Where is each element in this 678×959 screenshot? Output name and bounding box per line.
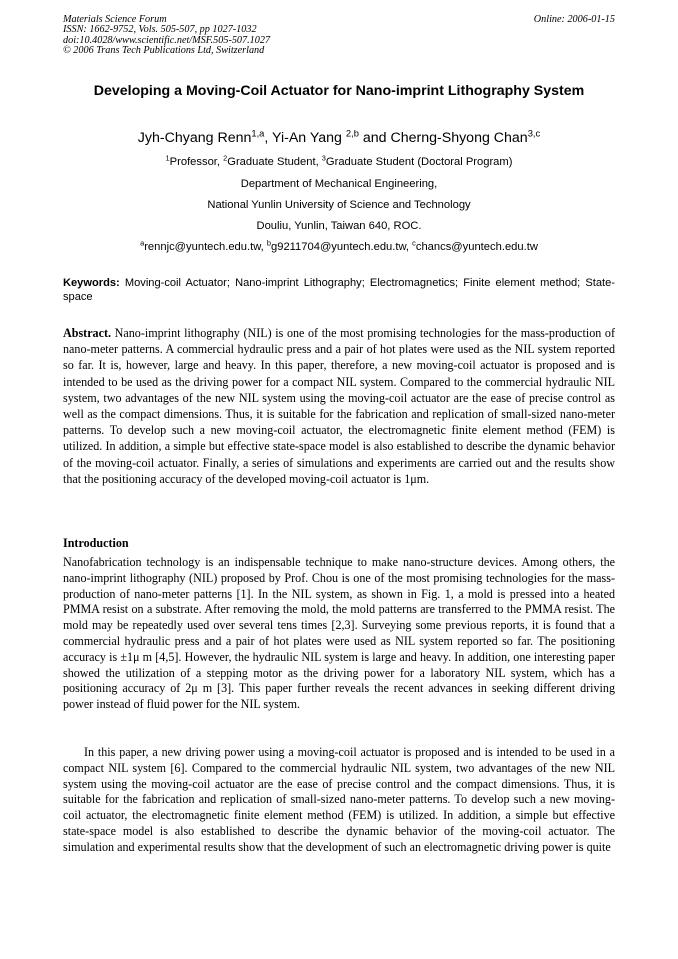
role-2-text: Graduate Student, bbox=[227, 156, 322, 168]
abstract-text: Nano-imprint lithography (NIL) is one of the most promising technologies for the mass-production of nano-meter patterns. A commercial hydraulic press and a pair of hot plates were used as the NIL system reported so far. It is, however, large and heavy. In this paper, therefore, a new moving-coil actuator is proposed and is intended to be used as the driving power for a compact NIL system. Compared to the commercial hydraulic NIL system, two advantages of the new NIL system using the moving-coil actuator are the ease of precise control as well as the compact dimensions. Thus, it is suitable for the fabrication and replication of small-sized nano-meter patterns. To develop such a new moving-coil actuator, the electromagnetic finite element method (FEM) is utilized. In addition, a simple but effective state-space model is also established to describe the dynamic behavior of the moving-coil actuator. Finally, a series of simulations and experiments are carried out and the results show that the positioning accuracy of the developed moving-coil actuator is 1μm. bbox=[63, 326, 615, 486]
paragraph-text: Nanofabrication technology is an indispensable technique to make nano-structure devices. Among others, the nano-imprint lithography (NIL) proposed by Prof. Chou is one of the most promising technologies for the mass-production of nano-meter patterns [1]. In the NIL system, as shown in Fig. 1, a mold is pressed into a heated PMMA resist on a substrate. After removing the mold, the mold patterns are transferred to the PMMA resist. The mold may be repeatedly used over several tens times [2,3]. Surveying some previous reports, it is found that a commercial hydraulic press and a pair of hot plates were used as NIL system reported so far. The positioning accuracy is ±1μ m [4,5]. However, the hydraulic NIL system is large and heavy. In addition, one interesting paper showed the utilization of a stepping motor as the driving power for a laboratory NIL system, which has a positioning accuracy of 2μ m [3]. This paper further reveals the recent advances in seeking different driving power instead of fluid power for the NIL system. bbox=[63, 555, 615, 712]
journal-doi: doi:10.4028/www.scientific.net/MSF.505-507.1027 bbox=[63, 34, 271, 46]
affiliation-university: National Yunlin University of Science and Technology bbox=[207, 199, 471, 211]
abstract-label: Abstract. bbox=[63, 326, 112, 340]
author-2-superscript: 2,b bbox=[345, 128, 359, 139]
email-b: g9211704@yuntech.edu.tw, bbox=[271, 241, 413, 253]
paper-title: Developing a Moving-Coil Actuator for Nano-imprint Lithography System bbox=[93, 83, 585, 99]
author-emails bbox=[63, 240, 615, 254]
keywords-text: Moving-coil Actuator; Nano-imprint Lithography; Electromagnetics; Finite element method; State-space bbox=[63, 277, 615, 303]
journal-header bbox=[63, 15, 270, 56]
role-2-superscript: 2 bbox=[223, 153, 228, 163]
role-1-superscript: 1 bbox=[165, 153, 170, 163]
journal-issn: ISSN: 1662-9752, Vols. 505-507, pp 1027-1032 bbox=[63, 24, 257, 36]
paragraph-2-body bbox=[63, 745, 615, 856]
role-1-text: Professor, bbox=[169, 156, 224, 168]
abstract-block bbox=[63, 325, 615, 487]
author-separator: and bbox=[358, 130, 391, 146]
email-a-superscript: a bbox=[140, 238, 145, 248]
author-1-name: Jyh-Chyang Renn bbox=[137, 130, 252, 146]
email-a: rennjc@yuntech.edu.tw, bbox=[144, 241, 267, 253]
email-b-superscript: b bbox=[266, 238, 271, 248]
paragraph-text: In this paper, a new driving power using a moving-coil actuator is proposed and is intended to be used in a compact NIL system [6]. Compared to the commercial hydraulic NIL system, two advantages of the new NIL system using the moving-coil actuator are the ease of precise control and the compact dimensions. Thus, it is suitable for the fabrication and replication of small-sized nano-meter patterns. To develop such a new moving-coil actuator, the electromagnetic finite element method (FEM) is utilized. In addition, a simple but effective state-space model is also established to describe the dynamic behavior of the moving-coil actuator. The simulation and experimental results show that the development of such an electromagnetic driving power is quite bbox=[63, 745, 615, 854]
author-separator: , bbox=[264, 130, 273, 146]
affiliation-department: Department of Mechanical Engineering, bbox=[240, 178, 438, 190]
introduction-paragraph-2 bbox=[63, 745, 615, 856]
introduction-heading: Introduction bbox=[63, 536, 129, 550]
email-c-superscript: c bbox=[412, 238, 416, 248]
affiliation-address: Douliu, Yunlin, Taiwan 640, ROC. bbox=[256, 220, 422, 232]
author-roles bbox=[63, 155, 615, 169]
journal-name: Materials Science Forum bbox=[63, 14, 167, 25]
author-3-superscript: 3,c bbox=[527, 128, 541, 139]
keywords-block bbox=[63, 276, 615, 304]
role-3-superscript: 3 bbox=[321, 153, 326, 163]
online-date: Online: 2006-01-15 bbox=[533, 14, 615, 25]
email-c: chancs@yuntech.edu.tw bbox=[415, 241, 538, 253]
author-3-name: Cherng-Shyong Chan bbox=[390, 130, 528, 146]
role-3-text: Graduate Student (Doctoral Program) bbox=[325, 156, 513, 168]
keywords-label: Keywords: bbox=[63, 277, 120, 289]
author-list bbox=[63, 128, 615, 148]
introduction-paragraph-1 bbox=[63, 555, 615, 713]
author-1-superscript: 1,a bbox=[251, 128, 265, 139]
author-2-name: Yi-An Yang bbox=[272, 130, 346, 146]
journal-copyright: © 2006 Trans Tech Publications Ltd, Switzerland bbox=[63, 44, 265, 56]
